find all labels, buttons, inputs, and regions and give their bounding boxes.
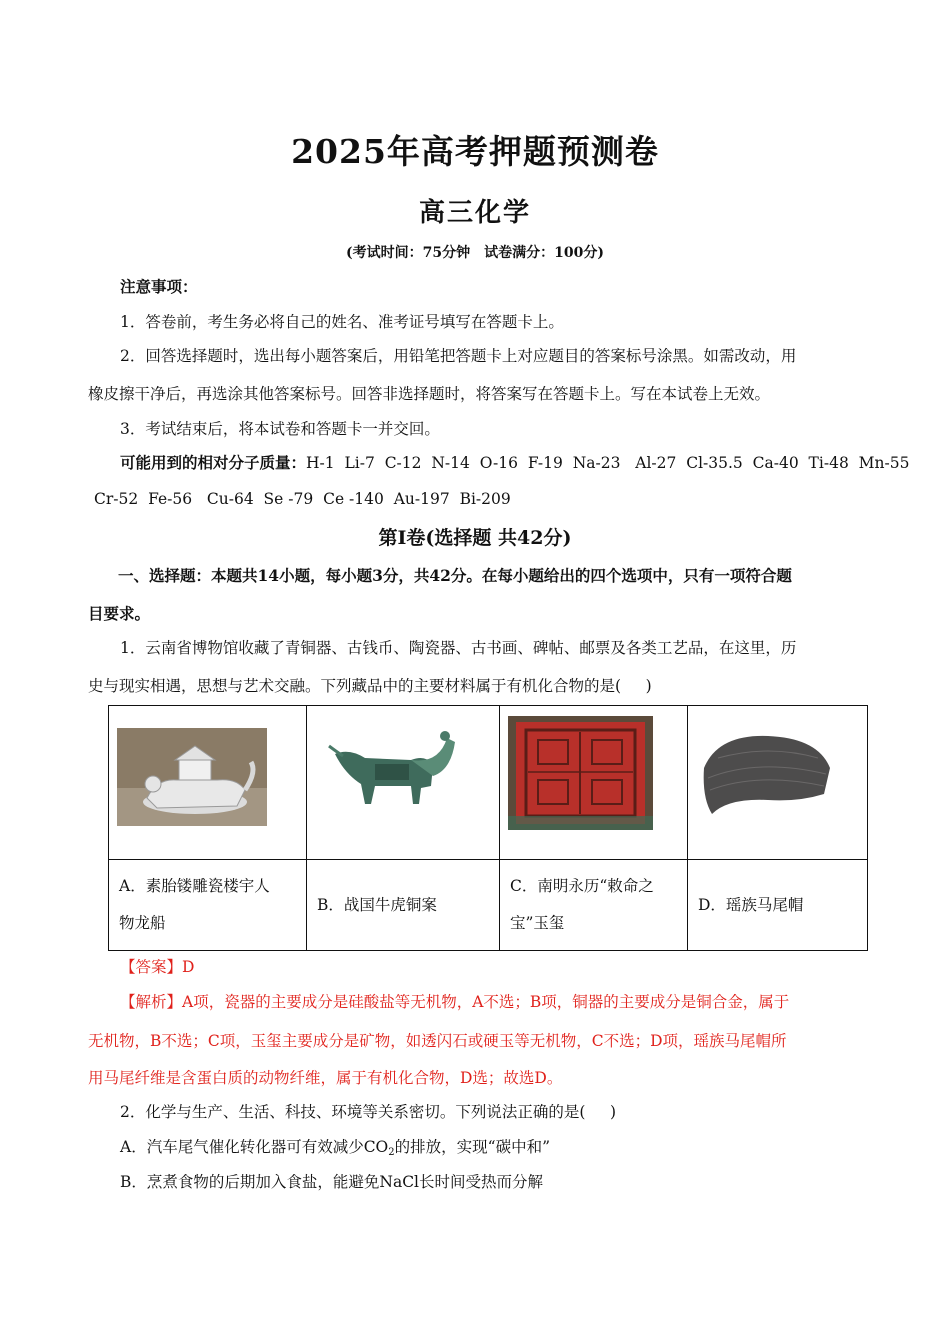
option-b-image-cell bbox=[307, 706, 500, 860]
q2-stem: 2．化学与生产、生活、科技、环境等关系密切。下列说法正确的是( ) bbox=[120, 1103, 617, 1121]
jade-seal-image bbox=[508, 716, 653, 830]
option-d-label: D．瑶族马尾帽 bbox=[688, 860, 868, 951]
q1-analysis-line-3: 用马尾纤维是含蛋白质的动物纤维，属于有机化合物，D选；故选D。 bbox=[88, 1069, 563, 1087]
exam-subtitle: 高三化学 bbox=[418, 198, 531, 228]
q1-analysis-line-2: 无机物，B不选；C项，玉玺主要成分是矿物，如透闪石或硬玉等无机物，C不选；D项，瑶族马尾帽所 bbox=[88, 1032, 787, 1050]
notice-item-2-line-2: 橡皮擦干净后，再选涂其他答案标号。回答非选择题时，将答案写在答题卡上。写在本试卷上无效。 bbox=[88, 385, 771, 403]
option-a-image-cell bbox=[109, 706, 307, 860]
q2-option-b: B．烹煮食物的后期加入食盐，能避免NaCl长时间受热而分解 bbox=[120, 1173, 544, 1191]
exam-title: 2025年高考押题预测卷 bbox=[291, 132, 659, 171]
porcelain-dragon-boat-image bbox=[117, 728, 267, 826]
horsetail-hat-image bbox=[698, 728, 834, 823]
option-c-image-cell bbox=[500, 706, 688, 860]
q1-options-table bbox=[108, 705, 868, 951]
section-instructions-line-1: 一、选择题：本题共14小题，每小题3分，共42分。在每小题给出的四个选项中，只有一项符合题 bbox=[118, 566, 792, 585]
q1-answer: 【答案】D bbox=[120, 958, 195, 976]
option-c-label: C．南明永历“敕命之 宝”玉玺 bbox=[500, 860, 688, 951]
notice-heading: 注意事项： bbox=[120, 277, 198, 296]
atomic-masses-values-1: H-1 Li-7 C-12 N-14 O-16 F-19 Na-23 Al-27 Cl-35.5 Ca-40 Ti-48 Mn-55 bbox=[306, 454, 910, 472]
q1-analysis-line-1: 【解析】A项，瓷器的主要成分是硅酸盐等无机物，A不选；B项，铜器的主要成分是铜合金，属于 bbox=[120, 993, 790, 1011]
q1-stem-line-2: 史与现实相遇，思想与艺术交融。下列藏品中的主要材料属于有机化合物的是( ) bbox=[88, 677, 652, 695]
notice-item-2-line-1: 2．回答选择题时，选出每小题答案后，用铅笔把答题卡上对应题目的答案标号涂黑。如需改动，用 bbox=[120, 347, 797, 365]
atomic-masses-label: 可能用到的相对分子质量： bbox=[120, 453, 307, 472]
section-instructions-line-2: 目要求。 bbox=[88, 604, 151, 623]
option-d-image-cell bbox=[688, 706, 868, 860]
section-title: 第Ⅰ卷(选择题 共42分) bbox=[378, 527, 572, 549]
q1-stem-line-1: 1．云南省博物馆收藏了青铜器、古钱币、陶瓷器、古书画、碑帖、邮票及各类工艺品，在这里，历 bbox=[120, 639, 797, 657]
atomic-masses-line-2: Cr-52 Fe-56 Cu-64 Se -79 Ce -140 Au-197 Bi-209 bbox=[94, 490, 511, 508]
notice-item-3: 3．考试结束后，将本试卷和答题卡一并交回。 bbox=[120, 420, 440, 438]
option-a-label: A．素胎镂雕瓷楼宇人 物龙船 bbox=[109, 860, 307, 951]
q2-option-a: A．汽车尾气催化转化器可有效减少$CO_2$的排放，实现“碳中和” bbox=[120, 1138, 550, 1158]
exam-meta: (考试时间：75分钟 试卷满分：100分) bbox=[346, 245, 604, 261]
notice-item-1: 1．答卷前，考生务必将自己的姓名、准考证号填写在答题卡上。 bbox=[120, 313, 564, 331]
atomic-masses-line-1 bbox=[120, 453, 909, 473]
option-b-label: B．战国牛虎铜案 bbox=[307, 860, 500, 951]
bronze-ox-tiger-table-image bbox=[315, 724, 465, 822]
